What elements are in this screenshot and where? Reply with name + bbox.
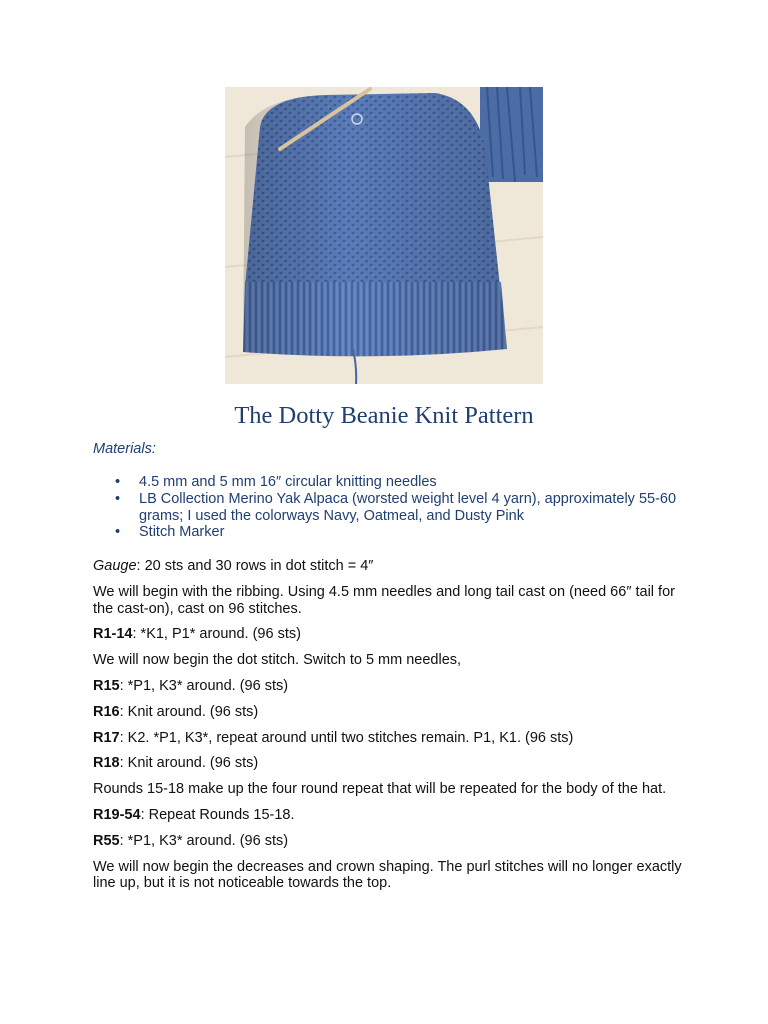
round-label: R18 [93, 755, 120, 772]
materials-list [93, 474, 693, 541]
list-item: • LB Collection Merino Yak Alpaca (worsted weight level 4 yarn), approximately 55-60 grams; I used the colorways Navy, Oatmeal, and Dusty Pink [93, 491, 693, 525]
pattern-instructions [93, 558, 683, 901]
instruction-note: Rounds 15-18 make up the four round repeat that will be repeated for the body of the hat. [93, 781, 667, 798]
knitted-beanie-image [225, 87, 543, 384]
round-instruction [93, 678, 683, 695]
list-item: • Stitch Marker [93, 524, 693, 541]
round-instruction [93, 704, 683, 721]
round-label: R55 [93, 832, 120, 849]
page-title: The Dotty Beanie Knit Pattern [234, 402, 534, 429]
instruction-note: We will now begin the decreases and crown shaping. The purl stitches will no longer exactly line up, but it is not noticeable towards the top. [93, 858, 682, 892]
gauge-line [93, 558, 683, 575]
round-label: R16 [93, 703, 120, 720]
instruction-note: We will now begin the dot stitch. Switch to 5 mm needles, [93, 652, 462, 669]
beanie-photo [225, 87, 543, 384]
round-instruction [93, 833, 683, 850]
gauge-text: : 20 sts and 30 rows in dot stitch = 4″ [136, 558, 374, 574]
round-text: : *P1, K3* around. (96 sts) [119, 677, 289, 694]
round-text: : Repeat Rounds 15-18. [140, 806, 295, 823]
round-text: : *P1, K3* around. (96 sts) [119, 832, 289, 849]
round-instruction [93, 807, 683, 824]
round-label: R17 [93, 729, 120, 746]
intro-paragraph: We will begin with the ribbing. Using 4.5 mm needles and long tail cast on (need 66″ tail for the cast-on), cast on 96 stitches. [93, 583, 675, 617]
round-text: : *K1, P1* around. (96 sts) [132, 626, 301, 643]
round-label: R15 [93, 677, 120, 694]
gauge-label: Gauge [93, 558, 137, 574]
round-instruction [93, 730, 683, 747]
round-instruction [93, 626, 683, 643]
round-label: R1-14 [93, 626, 133, 643]
round-instruction [93, 755, 683, 772]
round-text: : Knit around. (96 sts) [119, 755, 259, 772]
materials-heading: Materials: [93, 441, 156, 457]
list-item: • 4.5 mm and 5 mm 16″ circular knitting needles [93, 474, 693, 491]
round-text: : Knit around. (96 sts) [119, 703, 259, 720]
round-label: R19-54 [93, 806, 141, 823]
round-text: : K2. *P1, K3*, repeat around until two stitches remain. P1, K1. (96 sts) [119, 729, 574, 746]
